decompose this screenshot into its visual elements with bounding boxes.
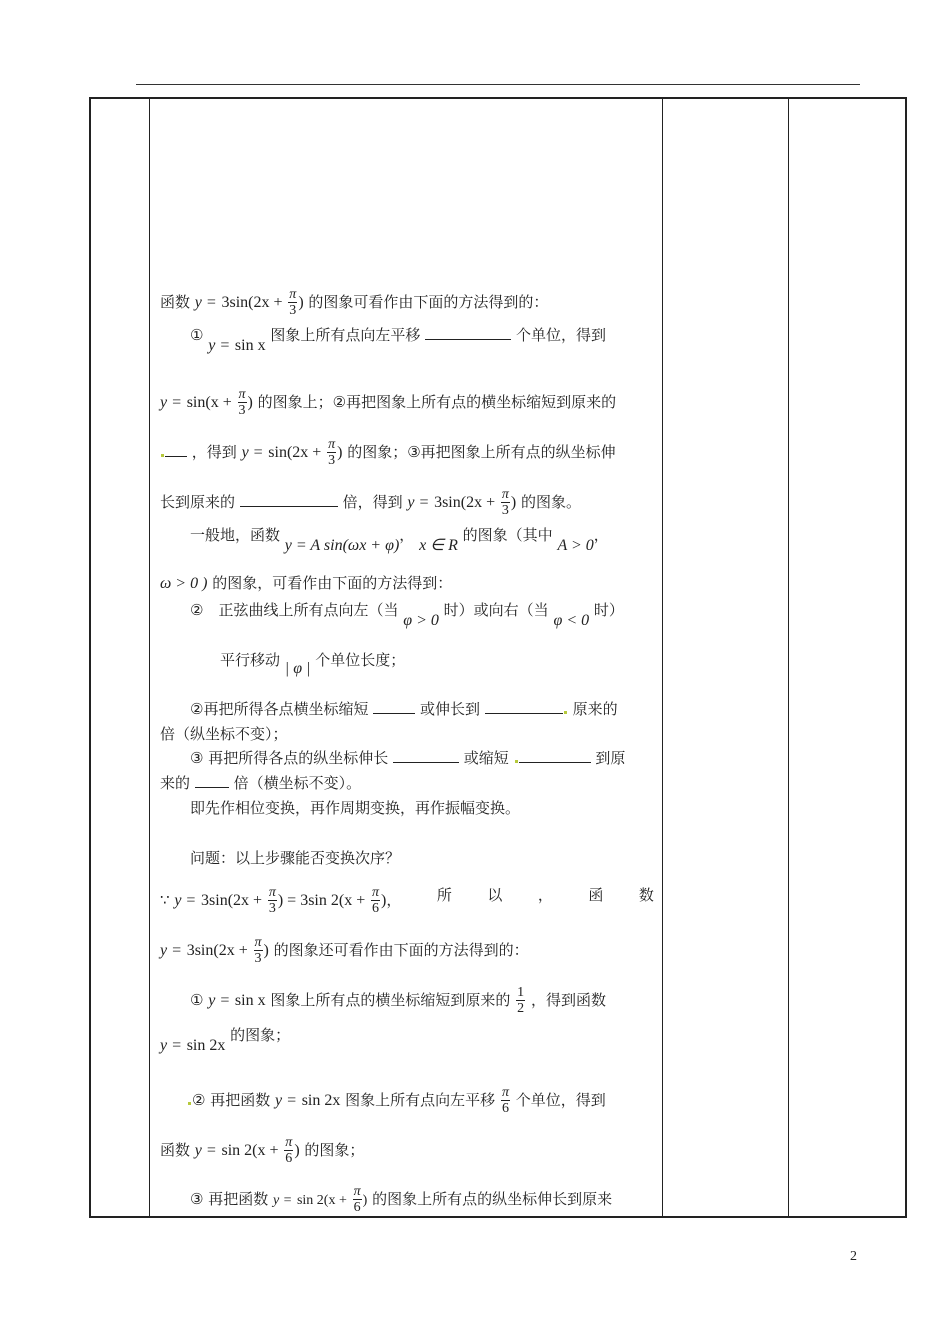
fraction-pi-over-3 [327,437,336,468]
math: y = [275,1092,297,1109]
text-line [160,985,654,1016]
math: 3sin(2x + [186,942,248,959]
denominator: 6 [372,901,379,916]
text: 时） [593,601,624,619]
math: x ∈ R [419,537,458,554]
text: ， [386,891,402,909]
text: ③ 再把函数 [190,1190,269,1208]
math: sin x [234,992,266,1009]
fraction-pi-over-3 [254,935,263,966]
denominator: 3 [289,303,297,318]
marker-dot [188,1102,191,1105]
text: 的图象（其中 [462,526,553,544]
text: 图象上所有点向左平移 [345,1091,496,1109]
table-column-divider [788,97,789,1218]
text: 的图象。 [521,493,582,511]
math: ) [337,444,343,461]
text: 的图象还可看作由下面的方法得到的： [273,941,529,959]
denominator: 3 [328,453,336,468]
text-line [160,773,654,793]
text: 函数 [160,293,191,311]
numerator: π [285,1135,293,1150]
math: y = [174,892,197,909]
page-number: 2 [850,1249,857,1264]
text: 的图象上所有点的纵坐标伸长到原来 [372,1190,613,1208]
math: y = [194,1142,217,1159]
text: 图象上所有点的横坐标缩短到原来的 [270,991,511,1009]
fill-blank [240,492,338,507]
numerator: π [254,935,262,950]
fraction-pi-over-3 [288,287,297,318]
text-line [160,935,654,966]
header-rule [136,84,860,85]
text-line [160,1135,654,1166]
text-line [160,748,654,768]
numerator: π [501,487,509,502]
text: 或缩短 [463,749,509,767]
math: sin 2(x + [221,1142,279,1159]
numerator: π [238,387,246,402]
text-line [160,798,654,818]
numerator: 1 [517,985,525,1000]
text-line [160,287,654,318]
math: ) [510,494,517,511]
numerator: π [353,1184,361,1199]
text-line [160,650,654,677]
text: 数 [638,886,654,904]
text: 函数 [160,1141,191,1159]
denominator: 3 [268,901,276,916]
math: y = A sin(ωx + φ) [284,537,400,554]
math: | φ | [284,660,311,677]
text: ∵ [160,891,170,909]
text: 个单位，得到 [515,1091,606,1109]
denominator: 6 [285,1151,293,1166]
math: y = [407,494,430,511]
text: 长到原来的 [160,493,236,511]
fill-blank [519,748,591,763]
text: 所 [436,886,452,904]
text: 的图象； [230,1026,291,1044]
numerator: π [328,437,336,452]
table-column-divider [149,97,150,1218]
text: 倍（纵坐标不变）； [160,725,288,743]
text: 即先作相位变换，再作周期变换，再作振幅变换。 [190,799,521,817]
math: ) [362,1193,368,1208]
fraction-pi-over-3 [238,387,247,418]
text: 倍，得到 [342,493,403,511]
math: y = [160,394,182,411]
text: ③ 再把所得各点的纵坐标伸长 [190,749,389,767]
text: 以 [487,886,503,904]
marker-dot [564,711,567,714]
text-line [160,600,654,629]
text: ， [593,526,609,544]
math: 3sin(2x + [434,494,496,511]
text: 时）或向右（当 [443,601,549,619]
math: φ < 0 [553,612,590,629]
numerator: π [372,885,380,900]
text: ， [537,886,553,904]
denominator: 6 [353,1200,361,1215]
math: y = [160,942,182,959]
text-line [160,487,654,518]
text: ， [399,526,415,544]
text: ② 再把函数 [192,1091,271,1109]
denominator: 3 [238,403,246,418]
fill-blank [393,748,459,763]
text-line [160,1085,654,1116]
fraction-pi-over-6 [353,1184,362,1215]
text: 来的 [160,774,191,792]
denominator: 3 [254,951,262,966]
text: ②再把所得各点横坐标缩短 [190,700,369,718]
text: 问题：以上步骤能否变换次序？ [190,849,401,867]
math: ) [247,394,253,411]
fraction-pi-over-6 [501,1085,510,1116]
formula-group [160,885,401,916]
text: ，得到函数 [530,991,606,1009]
math: y = [208,337,231,354]
math: y = [208,992,231,1009]
text: 的图象；③再把图象上所有点的纵坐标伸 [347,443,616,461]
fill-blank [485,699,563,714]
text: 个单位长度； [315,651,406,669]
text-line [160,724,654,744]
text: 一般地，函数 [190,526,281,544]
math: y = [160,1037,182,1054]
math: 3sin(2x + [201,892,263,909]
text-line [160,387,654,418]
text: 到原 [595,749,626,767]
text: ，得到 [191,443,237,461]
fill-blank [373,699,415,714]
math: 3sin(2x + [221,294,283,311]
fraction-pi-over-3 [268,885,277,916]
fraction-pi-over-3 [501,487,510,518]
math: sin x [234,337,266,354]
fill-blank [425,325,511,340]
math: ) [298,294,304,311]
text: 图象上所有点向左平移 [270,326,421,344]
text: 的图象，可看作由下面的方法得到： [212,574,453,592]
text: ① [190,326,204,344]
math: ) [263,942,269,959]
marker-dot [515,760,518,763]
text-line [160,848,654,868]
denominator: 2 [517,1001,525,1016]
text-line [160,1184,654,1215]
numerator: π [268,885,276,900]
text-line [160,1025,654,1054]
text-line [160,885,654,916]
math: ) [381,892,387,909]
fraction-pi-over-6 [284,1135,293,1166]
math: sin 2x [301,1092,341,1109]
text: 函 [588,886,604,904]
text: 原来的 [572,700,618,718]
text: 平行移动 [220,651,281,669]
math: sin 2(x + [296,1193,347,1208]
text: 个单位，得到 [515,326,606,344]
text-line [160,573,654,594]
math: ) [294,1142,300,1159]
text: 倍（横坐标不变）。 [233,774,362,792]
math: y = [273,1193,293,1208]
math: ω > 0 ) [160,575,208,592]
math: sin 2x [186,1037,226,1054]
numerator: π [289,287,297,302]
text: 或伸长到 [420,700,481,718]
math: y = [241,444,264,461]
numerator: π [501,1085,509,1100]
math: sin(x + [186,394,232,411]
text: 的图象； [304,1141,365,1159]
math: A > 0 [557,537,594,554]
text-line [160,525,654,554]
text: 的图象上；②再把图象上所有点的横坐标缩短到原来的 [257,393,617,411]
math: φ > 0 [403,612,439,629]
text: 的图象可看作由下面的方法得到的： [308,293,549,311]
text: ② 正弦曲线上所有点向左（当 [190,601,399,619]
fraction-pi-over-6 [371,885,380,916]
fill-blank [195,773,229,788]
table-column-divider [662,97,663,1218]
denominator: 3 [501,503,509,518]
fraction-one-half [516,985,525,1016]
math: y = [194,294,217,311]
fill-blank [165,442,187,457]
text-line [160,437,654,468]
text-line [160,699,654,719]
text-line [160,325,654,354]
marker-dot [161,454,164,457]
denominator: 6 [501,1101,509,1116]
math: ) = 3sin 2(x + [277,892,366,909]
math: sin(2x + [268,444,322,461]
text: ① [190,991,204,1009]
